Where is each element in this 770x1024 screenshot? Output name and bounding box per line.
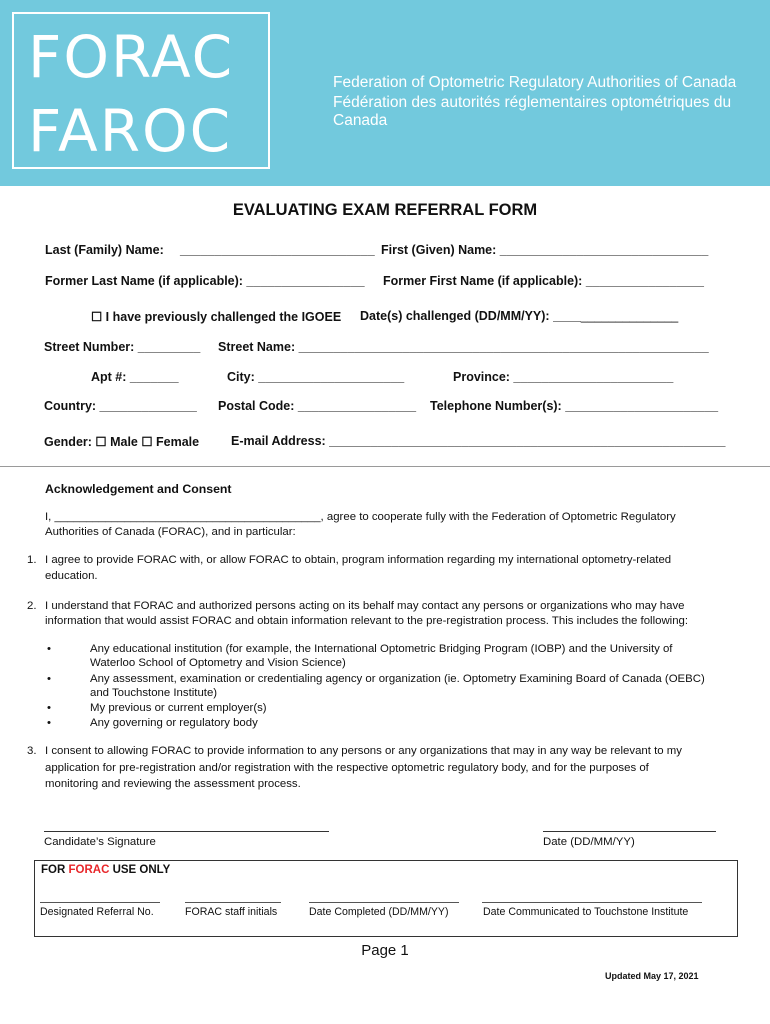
page-number: Page 1 xyxy=(361,942,409,959)
office-label-prefix: FOR xyxy=(41,864,69,876)
consent-heading: Acknowledgement and Consent xyxy=(45,482,232,496)
item3-number: 3. xyxy=(27,745,37,757)
country-field[interactable]: Country: ______________ xyxy=(44,399,197,413)
item2-line2: information that would assist FORAC and obtain information relevant to the pre-registration process. This includes the following: xyxy=(45,615,689,627)
postal-code-field[interactable]: Postal Code: _________________ xyxy=(218,399,417,413)
bullet-marker: • xyxy=(47,702,51,714)
date-completed-label: Date Completed (DD/MM/YY) xyxy=(309,906,449,918)
dates-challenged-blank: ______________ xyxy=(580,309,679,323)
bullet-marker: • xyxy=(47,643,51,655)
candidate-signature-label: Candidate’s Signature xyxy=(44,836,156,848)
bullet-marker: • xyxy=(47,717,51,729)
former-last-name-field[interactable]: Former Last Name (if applicable): _________________ xyxy=(45,274,365,288)
item1-line1: I agree to provide FORAC with, or allow FORAC to obtain, program information regarding my international optometry-related xyxy=(45,554,672,566)
referral-number-line[interactable] xyxy=(40,902,160,903)
header-banner xyxy=(0,0,770,186)
org-name-french: Fédération des autorités réglementaires optométriques du Canada xyxy=(333,94,732,129)
igoee-checkbox[interactable]: ☐ I have previously challenged the IGOEE xyxy=(91,310,342,324)
item3-line2: application for pre-registration and/or registration with the respective optometric regulatory body, and for the purposes of xyxy=(45,762,649,774)
gender-checkboxes[interactable]: Gender: ☐ Male ☐ Female xyxy=(44,435,200,449)
bullet1-line1: Any educational institution (for example, the International Optometric Bridging Program (IOBP) and the University of xyxy=(90,643,673,655)
item2-line1: I understand that FORAC and authorized persons acting on its behalf may contact any persons or organizations who may have xyxy=(45,600,685,612)
logo-line-forac: FORAC xyxy=(28,23,235,91)
staff-initials-line[interactable] xyxy=(185,902,281,903)
dates-challenged-field[interactable] xyxy=(360,309,678,323)
city-field[interactable]: City: _____________________ xyxy=(227,370,405,384)
form-title: EVALUATING EXAM REFERRAL FORM xyxy=(232,201,538,219)
item2-number: 2. xyxy=(27,600,37,612)
telephone-field[interactable]: Telephone Number(s): ______________________ xyxy=(430,399,719,413)
date-communicated-label: Date Communicated to Touchstone Institute xyxy=(483,906,689,918)
signature-line[interactable] xyxy=(44,831,329,832)
former-first-name-field[interactable]: Former First Name (if applicable): _________________ xyxy=(383,274,705,288)
province-field[interactable]: Province: _______________________ xyxy=(453,370,674,384)
item3-line1: I consent to allowing FORAC to provide information to any persons or any organizations that may in any way be relevant to my xyxy=(45,745,682,757)
item1-line2: education. xyxy=(45,570,98,582)
last-name-field[interactable]: ____________________________ xyxy=(180,243,375,257)
bullet-marker: • xyxy=(47,673,51,685)
dates-challenged-label: Date(s) challenged (DD/MM/YY): ____ xyxy=(360,309,581,323)
item1-number: 1. xyxy=(27,554,37,566)
section-divider xyxy=(0,466,770,467)
date-communicated-line[interactable] xyxy=(482,902,702,903)
bullet2-line1: Any assessment, examination or credentialing agency or organization (ie. Optometry Examining Board of Canada (OEBC) xyxy=(90,673,705,685)
forac-logo xyxy=(12,12,270,169)
office-use-label xyxy=(41,864,170,876)
bullet1-line2: Waterloo School of Optometry and Vision Science) xyxy=(90,657,346,669)
signature-date-label: Date (DD/MM/YY) xyxy=(543,836,635,848)
date-line[interactable] xyxy=(543,831,716,832)
consent-intro-line1: I, __________________________________________, agree to cooperate fully with the Federation of Optometric Regulatory xyxy=(45,511,676,523)
last-name-label: Last (Family) Name: xyxy=(45,243,164,257)
email-field[interactable]: E-mail Address: _________________________________________________________ xyxy=(231,434,726,448)
bullet3-line1: My previous or current employer(s) xyxy=(90,702,267,714)
logo-line-faroc: FAROC xyxy=(28,97,233,165)
first-name-field[interactable]: First (Given) Name: ______________________________ xyxy=(381,243,709,257)
street-number-field[interactable]: Street Number: _________ xyxy=(44,340,201,354)
apt-field[interactable]: Apt #: _______ xyxy=(91,370,179,384)
referral-number-label: Designated Referral No. xyxy=(40,906,154,918)
item3-line3: monitoring and reviewing the assessment process. xyxy=(45,778,301,790)
staff-initials-label: FORAC staff initials xyxy=(185,906,278,918)
street-name-field[interactable]: Street Name: ___________________________________________________________ xyxy=(218,340,709,354)
date-completed-line[interactable] xyxy=(309,902,459,903)
office-label-forac: FORAC xyxy=(68,864,110,876)
org-name-english: Federation of Optometric Regulatory Authorities of Canada xyxy=(333,74,737,91)
consent-intro-line2: Authorities of Canada (FORAC), and in particular: xyxy=(45,526,296,538)
bullet4-line1: Any governing or regulatory body xyxy=(90,717,258,729)
office-label-suffix: USE ONLY xyxy=(109,864,171,876)
updated-date: Updated May 17, 2021 xyxy=(605,971,699,981)
bullet2-line2: and Touchstone Institute) xyxy=(90,687,218,699)
